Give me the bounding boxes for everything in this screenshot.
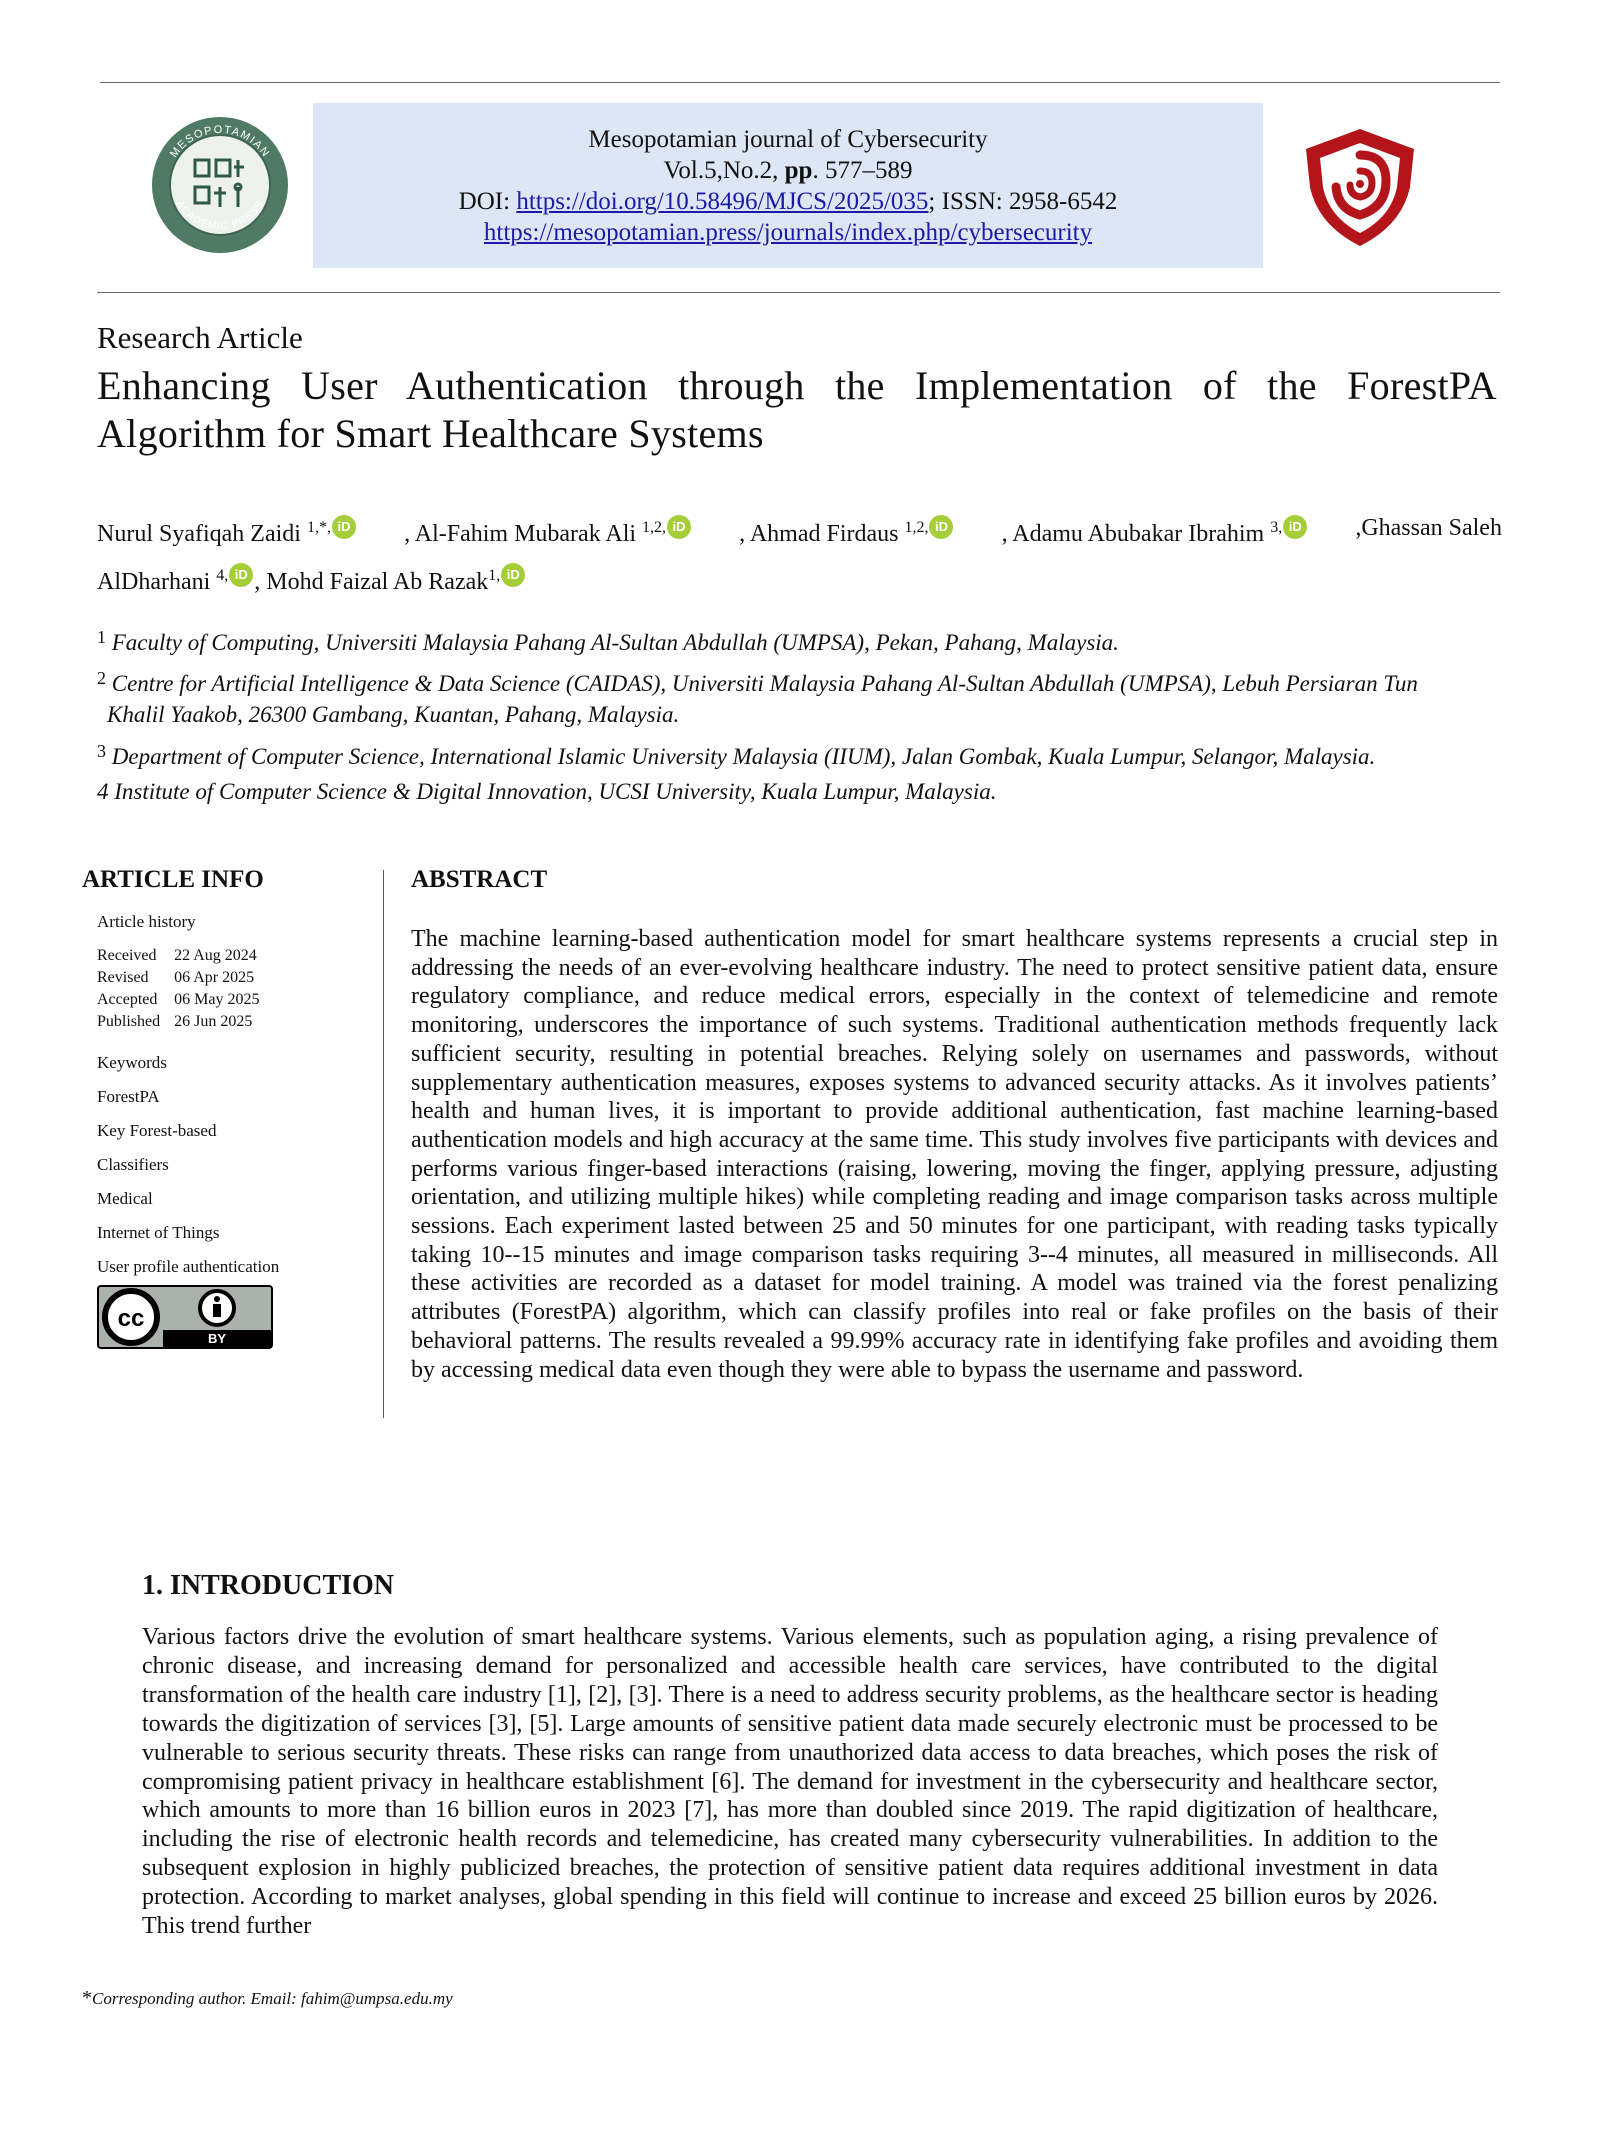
keywords-label: Keywords <box>97 1053 167 1072</box>
affiliation-4: 4 Institute of Computer Science & Digital Innovation, UCSI University, Kuala Lumpur, Malaysia. <box>97 779 997 804</box>
orcid-icon[interactable]: iD <box>501 563 525 587</box>
history-row: Accepted 06 May 2025 <box>97 991 260 1008</box>
top-rule <box>100 82 1500 83</box>
column-divider <box>383 870 384 1418</box>
orcid-icon[interactable]: iD <box>332 515 356 539</box>
affiliation-1: $^1$ Faculty of Computing, Universiti Malaysia Pahang Al-Sultan Abdullah (UMPSA), Pekan, Pahang, Malaysia. <box>97 627 1119 655</box>
journal-site-line <box>313 217 1263 248</box>
history-row: Revised 06 Apr 2025 <box>97 969 255 986</box>
article-info-heading: ARTICLE INFO <box>82 866 264 893</box>
orcid-icon[interactable]: iD <box>1283 515 1307 539</box>
author-5: ,Ghassan Saleh <box>1355 515 1502 541</box>
license-label: BY <box>207 1331 227 1346</box>
journal-name: Mesopotamian journal of Cybersecurity <box>588 126 988 153</box>
introduction-text: Various factors drive the evolution of smart healthcare systems. Various elements, such as population aging, a rising prevalence of chronic disease, and increasing demand for personalized and accessible health care services, have contributed to the digital transformation of the health care industry [1], [2], [3]. There is a need to address security problems, as the healthcare sector is heading towards the digitization of services [3], [5]. Large amounts of sensitive patient data made securely electronic must be processed to be vulnerable to serious security threats. These risks can range from unauthorized data access to data breaches, which poses the risk of compromising patient privacy in healthcare establishment [6]. The demand for investment in the cybersecurity and healthcare sector, which amounts to more than 16 billion euros in 2023 [7], has more than doubled since 2019. The rapid digitization of healthcare, including the rise of electronic health records and telemedicine, has created many cybersecurity vulnerabilities. In addition to the subsequent explosion in highly publicized breaches, the protection of sensitive patient data requires additional investment in data protection. According to market analyses, global spending in this field will continue to increase and exceed 25 billion euros by 2026. This trend further <box>142 1624 1438 1940</box>
abstract-heading: ABSTRACT <box>411 866 548 893</box>
orcid-icon[interactable]: iD <box>229 563 253 587</box>
history-row: Published 26 Jun 2025 <box>97 1013 253 1030</box>
svg-text:ACADEMIC PRESS: ACADEMIC PRESS <box>173 198 267 233</box>
journal-site-link[interactable]: https://mesopotamian.press/journals/index.php/cybersecurity <box>483 219 1093 246</box>
keyword-item: Key Forest-based <box>97 1121 217 1140</box>
journal-seal-logo <box>150 115 290 255</box>
article-type-label: Research Article <box>97 320 303 355</box>
orcid-icon[interactable]: iD <box>667 515 691 539</box>
author-list <box>97 507 1502 603</box>
journal-header-box <box>313 103 1263 268</box>
doi-link[interactable]: https://doi.org/10.58496/MJCS/2025/035 <box>516 188 929 215</box>
svg-text:cc: cc <box>117 1305 145 1332</box>
header-bottom-rule <box>97 292 1500 293</box>
journal-doi-line: DOI: https://doi.org/10.58496/MJCS/2025/035; ISSN: 2958-6542 <box>458 188 1118 215</box>
keyword-item: Classifiers <box>97 1155 169 1174</box>
cc-by-license-icon[interactable] <box>97 1285 273 1349</box>
author-1: Nurul Syafiqah Zaidi $^{1,*,}$ iD <box>97 507 357 555</box>
author-6: , Mohd Faizal Ab Razak$^{1,}$ iD <box>254 569 526 595</box>
author-5-cont: AlDharhani $^{4,}$ iD <box>97 569 254 595</box>
shield-logo-icon <box>1298 125 1423 250</box>
author-3: , Ahmad Firdaus $^{1,2,}$ iD <box>739 507 954 555</box>
keyword-item: Medical <box>97 1189 153 1208</box>
orcid-icon[interactable]: iD <box>929 515 953 539</box>
author-2: , Al-Fahim Mubarak Ali $^{1,2,}$ iD <box>404 507 692 555</box>
keyword-item: User profile authentication <box>97 1257 280 1276</box>
history-table <box>97 945 273 1033</box>
journal-volume: Vol.5,No.2, pp. 577–589 <box>663 157 913 184</box>
author-4: , Adamu Abubakar Ibrahim $^{3,}$ iD <box>1002 507 1309 555</box>
affiliation-2: $^2$ Centre for Artificial Intelligence & Data Science (CAIDAS), Universiti Malaysia Pahang Al-Sultan Abdullah (UMPSA), Lebuh Persiaran Tun Khalil Yaakob, 26300 Gambang, Kuantan, Pahang, Malaysia. <box>97 668 1418 727</box>
svg-text:MESOPOTAMIAN: MESOPOTAMIAN <box>167 123 273 160</box>
affiliation-3: $^3$ Department of Computer Science, International Islamic University Malaysia (IIUM), Jalan Gombak, Kuala Lumpur, Selangor, Malaysia. <box>97 741 1376 769</box>
history-row: Received 22 Aug 2024 <box>97 947 257 964</box>
introduction-heading: 1. INTRODUCTION <box>142 1570 395 1601</box>
abstract-text: The machine learning-based authentication model for smart healthcare systems represents a crucial step in addressing the needs of an ever-evolving healthcare industry. The need to protect sensitive patient data, ensure regulatory compliance, and reduce medical errors, especially in the context of telemedicine and remote monitoring, underscores the importance of such systems. Traditional authentication methods frequently lack sufficient security, resulting in potential breaches. Relying solely on usernames and passwords, without supplementary authentication measures, exposes systems to advanced security attacks. As it involves patients’ health and human lives, it is important to provide additional authentication, fast machine learning-based authentication models and high accuracy at the same time. This study involves five participants with devices and performs various finger-based interactions (raising, lowering, moving the finger, applying pressure, adjusting orientation, and utilizing multiple hikes) while completing reading and image comparison tasks across multiple sessions. Each experiment lasted between 25 and 50 minutes for one participant, with reading tasks typically taking 10--15 minutes and image comparison tasks requiring 3--4 minutes, all measured in milliseconds. All these activities are recorded as a dataset for model training. A model was trained via the forest penalizing attributes (ForestPA) algorithm, which can classify profiles into real or fake profiles on the basis of their behavioral patterns. The results revealed a 99.99% accuracy rate in identifying fake profiles and avoiding them by accessing medical data even though they were able to bypass the username and password. <box>411 926 1498 1383</box>
corresponding-author-footnote: *Corresponding author. Email: fahim@umpsa.edu.my <box>82 1987 453 2009</box>
keyword-item: ForestPA <box>97 1087 160 1106</box>
history-label: Article history <box>97 912 196 931</box>
keyword-item: Internet of Things <box>97 1223 220 1242</box>
article-title: Enhancing User Authentication through the Implementation of the ForestPA Algorithm for Smart Healthcare Systems <box>97 363 1497 456</box>
